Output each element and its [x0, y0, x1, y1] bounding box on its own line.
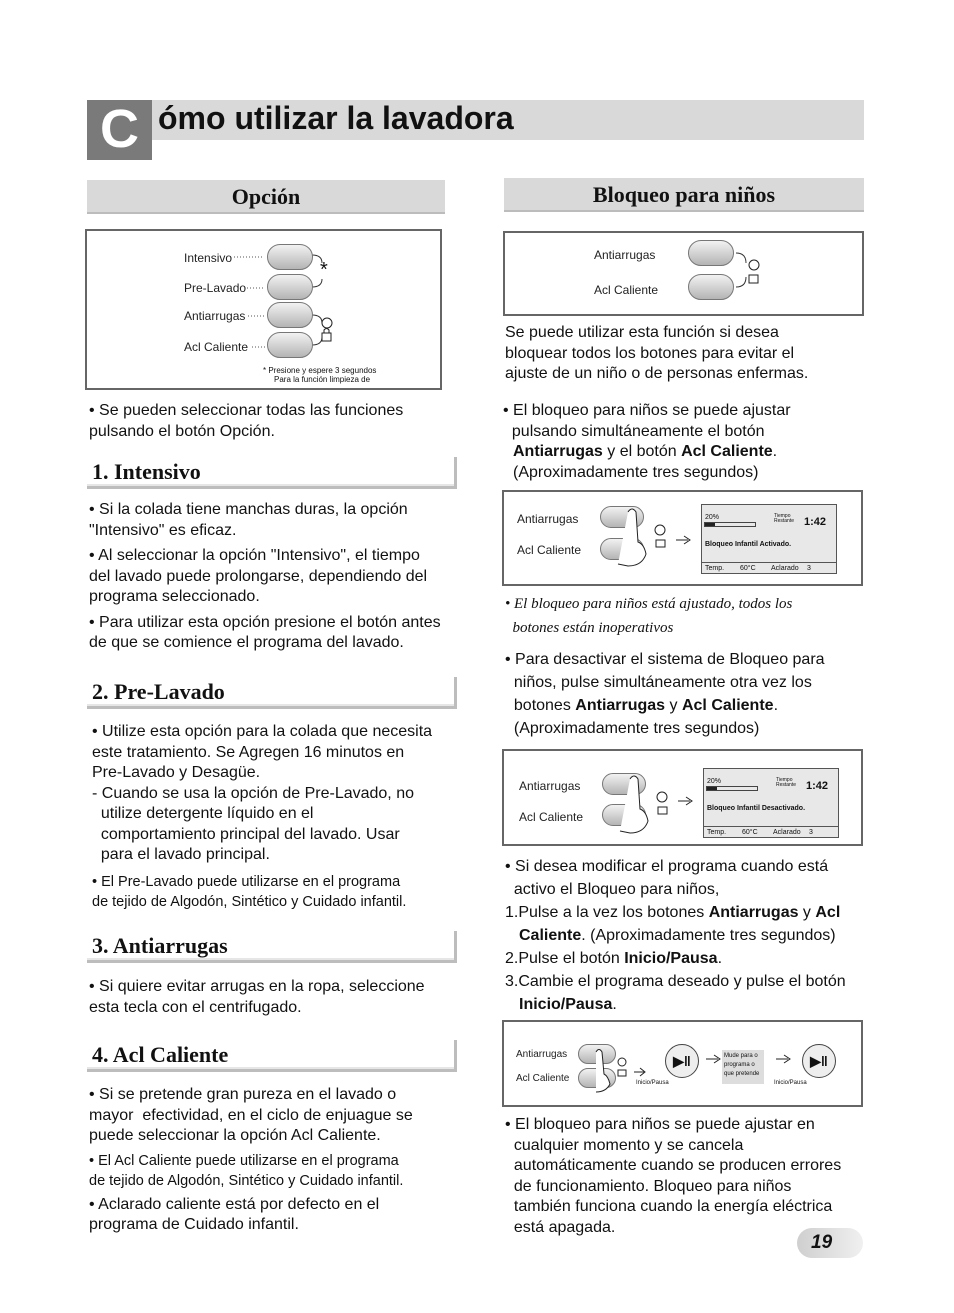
start-pause-button[interactable]: ▶ǁ [665, 1044, 699, 1078]
arrow-right-icon [774, 1052, 794, 1066]
section-acl-caliente-body [89, 1085, 464, 1236]
prelavado-button[interactable] [267, 274, 313, 300]
start-pause-button[interactable]: ▶ǁ [802, 1044, 836, 1078]
list-item: • Para utilizar esta opción presione el botón antes de que se comience el programa del lavado. [89, 613, 441, 651]
hand-press-icon [614, 502, 704, 572]
page-title: ómo utilizar la lavadora [158, 100, 514, 136]
section-prelavado-body [92, 722, 467, 912]
hand-press-icon [586, 1044, 646, 1094]
child-lock-activate: • El bloqueo para niños se puede ajustar pulsando simultáneamente el botón Antiarrugas y el botón Acl Caliente. (Aproximadamente tres segundos) [503, 402, 791, 481]
display-screen-deactivated: 20% Tiempo Restante 1:42 Bloqueo Infantil Desactivado. Temp. 60°C Aclarado 3 [703, 768, 839, 838]
arrow-right-icon [704, 1052, 724, 1066]
list-item: • El Acl Caliente puede utilizarse en el programa de tejido de Algodón, Sintético y Cuidado infantil. [89, 1152, 404, 1189]
option-intro: • Se pueden seleccionar todas las funciones pulsando el botón Opción. [89, 402, 404, 440]
child-lock-diagram [503, 231, 864, 316]
section-prelavado-title: 2. Pre-Lavado [87, 677, 457, 709]
lock-deactivate-diagram: Antiarrugas Acl Caliente 20% Tiempo Restante 1:42 Bloqueo Infantil Desactivado. Temp. 60°C Aclarado 3 [502, 749, 863, 846]
change-program-note: Mude para o programa o que pretende [722, 1050, 764, 1084]
section-intensivo-title: 1. Intensivo [87, 457, 457, 489]
list-item: • Si quiere evitar arrugas en la ropa, seleccione esta tecla con el centrifugado. [89, 978, 425, 1016]
modify-program-steps: • Si desea modificar el programa cuando está activo el Bloqueo para niños, 1.Pulse a la vez los botones Antiarrugas y Acl Caliente. (Aproximadamente tres segundos) 2.Pulse el botón Inicio/Pausa. 3.Cambie el programa deseado y pulse el botón Inicio/Pausa. [505, 858, 846, 1013]
lock-note: • El bloqueo para niños está ajustado, todos los botones están inoperativos [505, 596, 793, 636]
section-acl-caliente-title: 4. Acl Caliente [87, 1040, 457, 1072]
label-acl-caliente: Acl Caliente [594, 283, 659, 297]
acl-caliente-button[interactable] [267, 332, 313, 358]
progress-bar [706, 786, 758, 791]
list-item: • Al seleccionar la opción "Intensivo", el tiempo del lavado puede prolongarse, dependiendo del programa seleccionado. [89, 547, 428, 605]
antiarrugas-button[interactable] [267, 302, 313, 328]
label-intensivo: Intensivo [184, 251, 233, 265]
label-acl-caliente: Acl Caliente [184, 340, 249, 354]
child-lock-deactivate: • Para desactivar el sistema de Bloqueo para niños, pulse simultáneamente otra vez los botones Antiarrugas y Acl Caliente. (Aproximadamente tres segundos) [505, 651, 825, 737]
option-panel-diagram [85, 229, 442, 390]
list-item: • Aclarado caliente está por defecto en el programa de Cuidado infantil. [89, 1195, 380, 1233]
acl-caliente-button[interactable] [688, 274, 734, 300]
star-marker: * [320, 259, 328, 281]
progress-bar [704, 522, 756, 527]
list-item: • Si se pretende gran pureza en el lavado o mayor efectividad, en el ciclo de enjuague se puede seleccionar la opción Acl Caliente. [89, 1086, 413, 1144]
change-program-diagram: Antiarrugas Acl Caliente ▶ǁ Inicio/Pausa Mude para o programa o que pretende ▶ǁ Inicio/Pausa [502, 1020, 863, 1107]
intensivo-button[interactable] [267, 244, 313, 270]
section-intensivo-body [89, 500, 464, 654]
option-heading: Opción [87, 180, 445, 214]
label-antiarrugas: Antiarrugas [184, 309, 246, 323]
section-antiarrugas-title: 3. Antiarrugas [87, 931, 457, 963]
child-lock-icon [320, 317, 334, 343]
page-number: 19 [797, 1228, 863, 1258]
list-item: • El Pre-Lavado puede utilizarse en el programa de tejido de Algodón, Sintético y Cuidado infantil. [92, 873, 407, 910]
child-lock-intro: Se puede utilizar esta función si desea bloquear todos los botones para evitar el ajuste de un niño o de personas enfermas. [505, 324, 809, 382]
diagram-note-2: Para la función limpieza de [274, 375, 371, 384]
lock-activate-diagram: Antiarrugas Acl Caliente 20% Tiempo Restante 1:42 Bloqueo Infantil Activado. Temp. 60°C Aclarado 3 [502, 490, 863, 586]
child-lock-icon [734, 243, 770, 303]
list-item: • Utilize esta opción para la colada que necesita este tratamiento. Se Agregen 16 minutos en Pre-Lavado y Desagüe. - Cuando se usa la opción de Pre-Lavado, no utilize detergente líquido en el comportamiento principal del lavado. Usar para el lavado principal. [92, 723, 433, 863]
diagram-note-1: * Presione y espere 3 segundos [263, 366, 377, 375]
child-lock-final-note: • El bloqueo para niños se puede ajustar en cualquier momento y se cancela automáticamente cuando se producen errores de funcionamiento. Bloqueo para niños también funciona cuando la energía eléctrica está apagada. [505, 1116, 842, 1236]
label-prelavado: Pre-Lavado [184, 281, 247, 295]
list-item: • Si la colada tiene manchas duras, la opción "Intensivo" es eficaz. [89, 501, 408, 539]
title-initial: C [87, 100, 152, 160]
display-screen-activated: 20% Tiempo Restante 1:42 Bloqueo Infantil Activado. Temp. 60°C Aclarado 3 [701, 504, 837, 574]
child-lock-heading: Bloqueo para niños [504, 178, 864, 212]
antiarrugas-button[interactable] [688, 240, 734, 266]
hand-press-icon [616, 769, 706, 839]
label-antiarrugas: Antiarrugas [594, 248, 656, 262]
